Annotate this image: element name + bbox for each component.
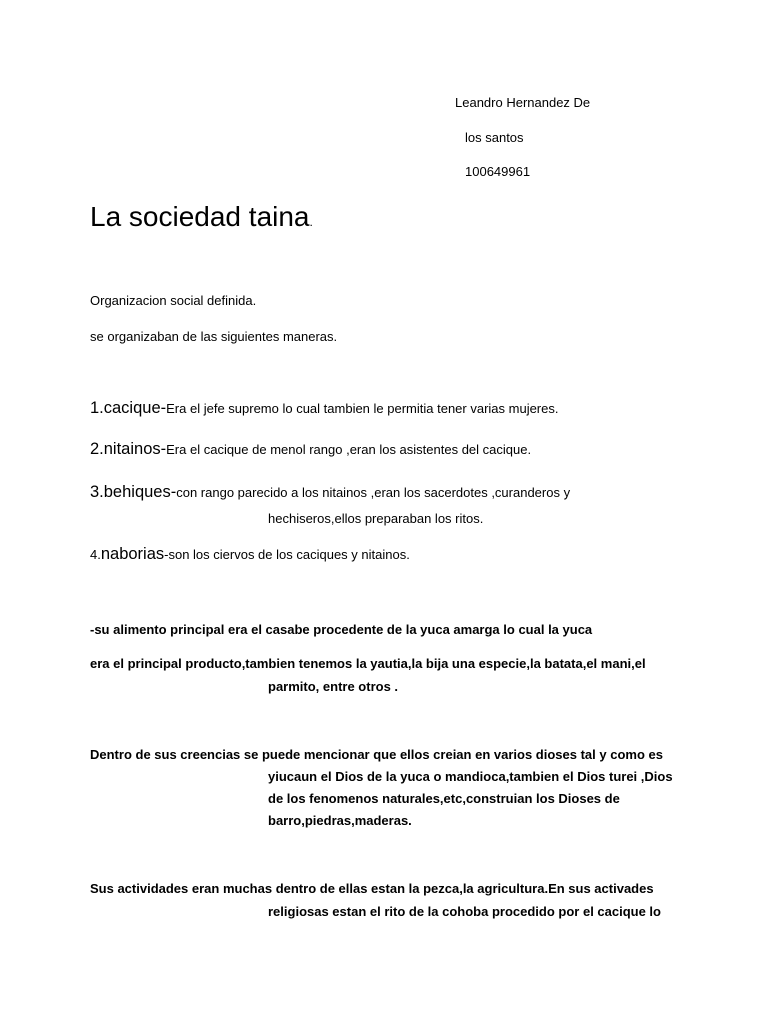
- list-item-word: naborias: [100, 545, 165, 563]
- title-text: La sociedad taina: [90, 201, 310, 232]
- food-line3: parmito, entre otros .: [268, 679, 399, 694]
- list-item-number: 4.: [90, 547, 101, 562]
- list-item: [90, 399, 558, 418]
- list-item-text: Era el cacique de menol rango ,eran los asistentes del cacique.: [166, 442, 532, 457]
- list-item-prefix: 1.cacique-: [90, 399, 167, 417]
- page-title: [90, 201, 313, 233]
- beliefs-line2: yiucaun el Dios de la yuca o mandioca,tambien el Dios turei ,Dios: [268, 769, 673, 784]
- student-id: 100649961: [465, 164, 531, 179]
- food-line2: era el principal producto,tambien tenemos la yautia,la bija una especie,la batata,el mani,el: [90, 656, 646, 671]
- beliefs-line3: de los fenomenos naturales,etc,construian los Dioses de: [268, 791, 620, 806]
- title-dot: .: [309, 215, 313, 229]
- food-line1: -su alimento principal era el casabe procedente de la yuca amarga lo cual la yuca: [90, 622, 593, 637]
- author-name-line1: Leandro Hernandez De: [455, 95, 591, 110]
- list-item: [90, 483, 570, 502]
- activities-line2: religiosas estan el rito de la cohoba procedido por el cacique lo: [268, 904, 661, 919]
- list-item-text: con rango parecido a los nitainos ,eran los sacerdotes ,curanderos y: [176, 485, 571, 500]
- beliefs-line4: barro,piedras,maderas.: [268, 813, 412, 828]
- beliefs-line1: Dentro de sus creencias se puede mencionar que ellos creian en varios dioses tal y como es: [90, 747, 663, 762]
- intro-line2: se organizaban de las siguientes maneras.: [90, 329, 338, 344]
- list-item-text: -son los ciervos de los caciques y nitainos.: [164, 547, 410, 562]
- list-item: [90, 440, 531, 459]
- activities-line1: Sus actividades eran muchas dentro de ellas estan la pezca,la agricultura.En sus activades: [90, 881, 654, 896]
- author-name-line2: los santos: [465, 130, 524, 145]
- list-item-continuation: hechiseros,ellos preparaban los ritos.: [268, 511, 484, 526]
- list-item-prefix: 2.nitainos-: [90, 440, 167, 458]
- list-item-prefix: 3.behiques-: [90, 483, 177, 501]
- list-item: [90, 545, 410, 564]
- intro-line1: Organizacion social definida.: [90, 293, 257, 308]
- list-item-text: Era el jefe supremo lo cual tambien le permitia tener varias mujeres.: [166, 401, 559, 416]
